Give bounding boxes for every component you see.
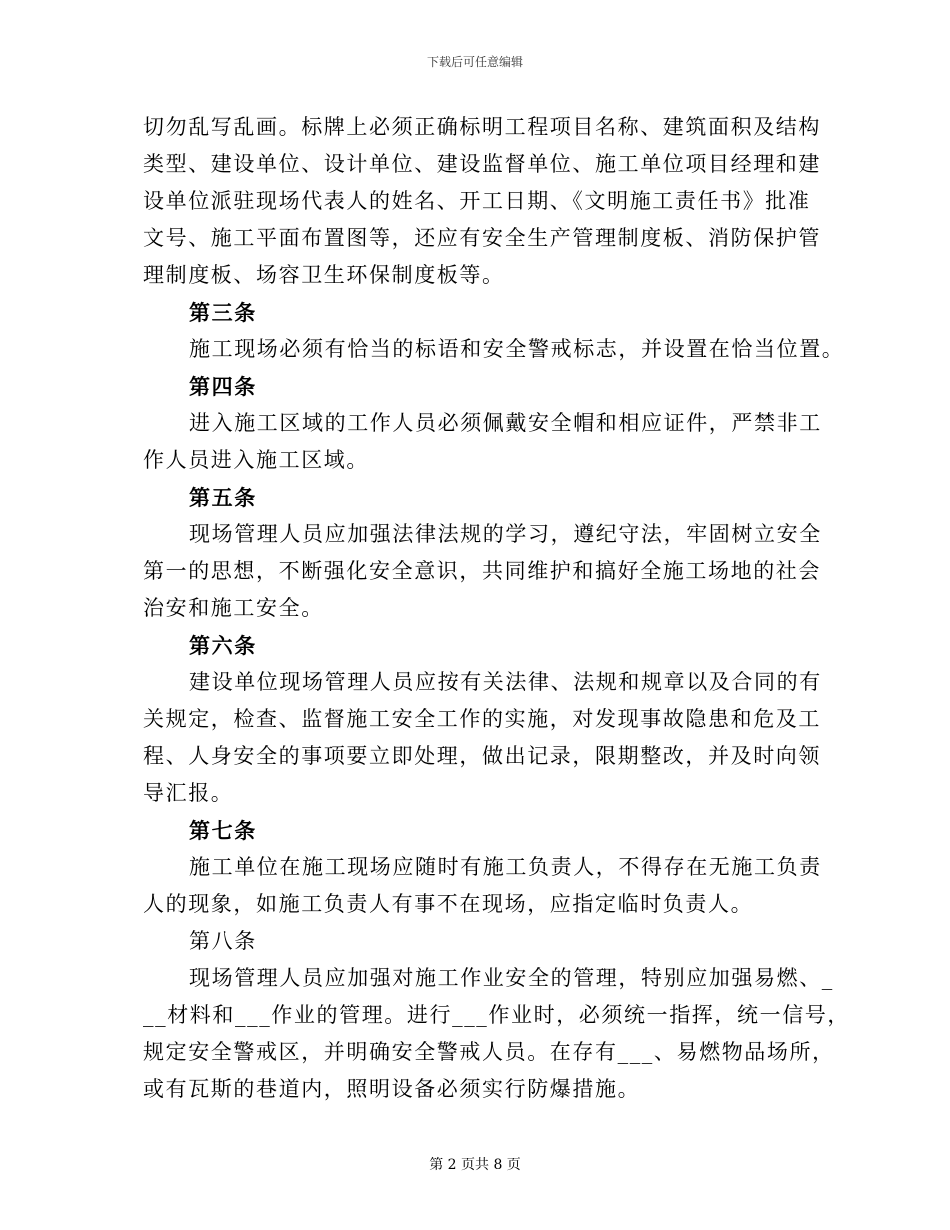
text-line: 现场管理人员应加强对施工作业安全的管理，特别应加强易燃、_	[189, 966, 834, 990]
article-heading: 第五条	[189, 485, 257, 510]
text-line: 作人员进入施工区域。	[143, 448, 369, 472]
text-line: 程、人身安全的事项要立即处理，做出记录，限期整改，并及时向领	[143, 744, 821, 768]
article-heading: 第八条	[189, 929, 257, 953]
document-body	[143, 109, 850, 1108]
text-line: 治安和施工安全。	[143, 596, 324, 620]
text-line: 导汇报。	[143, 781, 234, 805]
text-line: 或有瓦斯的巷道内，照明设备必须实行防爆措施。	[143, 1077, 641, 1101]
text-line: 施工单位在施工现场应随时有施工负责人，不得存在无施工负责	[189, 855, 822, 879]
text-line: 设单位派驻现场代表人的姓名、开工日期、《文明施工责任书》批准	[143, 189, 811, 213]
page-footer: 第 2 页共 8 页	[429, 1157, 521, 1173]
text-line: 第一的思想，不断强化安全意识，共同维护和搞好全施工场地的社会	[143, 559, 821, 583]
text-line: 建设单位现场管理人员应按有关法律、法规和规章以及合同的有	[189, 670, 822, 694]
text-line: 类型、建设单位、设计单位、建设监督单位、施工单位项目经理和建	[143, 152, 821, 176]
article-heading: 第三条	[189, 300, 257, 325]
text-line: 切勿乱写乱画。标牌上必须正确标明工程项目名称、建筑面积及结构	[143, 115, 821, 139]
page-header: 下载后可任意编辑	[426, 55, 523, 69]
text-line: 文号、施工平面布置图等，还应有安全生产管理制度板、消防保护管	[143, 226, 821, 250]
text-line: 规定安全警戒区，并明确安全警戒人员。在存有___、易燃物品场所，	[143, 1040, 835, 1064]
text-line: 关规定，检查、监督施工安全工作的实施，对发现事故隐患和危及工	[143, 707, 821, 731]
text-line: 人的现象，如施工负责人有事不在现场，应指定临时负责人。	[143, 892, 754, 916]
text-line: 进入施工区域的工作人员必须佩戴安全帽和相应证件，严禁非工	[189, 411, 822, 435]
text-line: __材料和___作业的管理。进行___作业时，必须统一指挥，统一信号，	[143, 1003, 850, 1027]
article-heading: 第六条	[189, 633, 257, 658]
text-line: 施工现场必须有恰当的标语和安全警戒标志，并设置在恰当位置。	[189, 337, 845, 361]
text-line: 理制度板、场容卫生环保制度板等。	[143, 263, 505, 287]
article-heading: 第七条	[189, 818, 257, 843]
article-heading: 第四条	[189, 374, 257, 399]
text-line: 现场管理人员应加强法律法规的学习，遵纪守法，牢固树立安全	[189, 522, 822, 546]
